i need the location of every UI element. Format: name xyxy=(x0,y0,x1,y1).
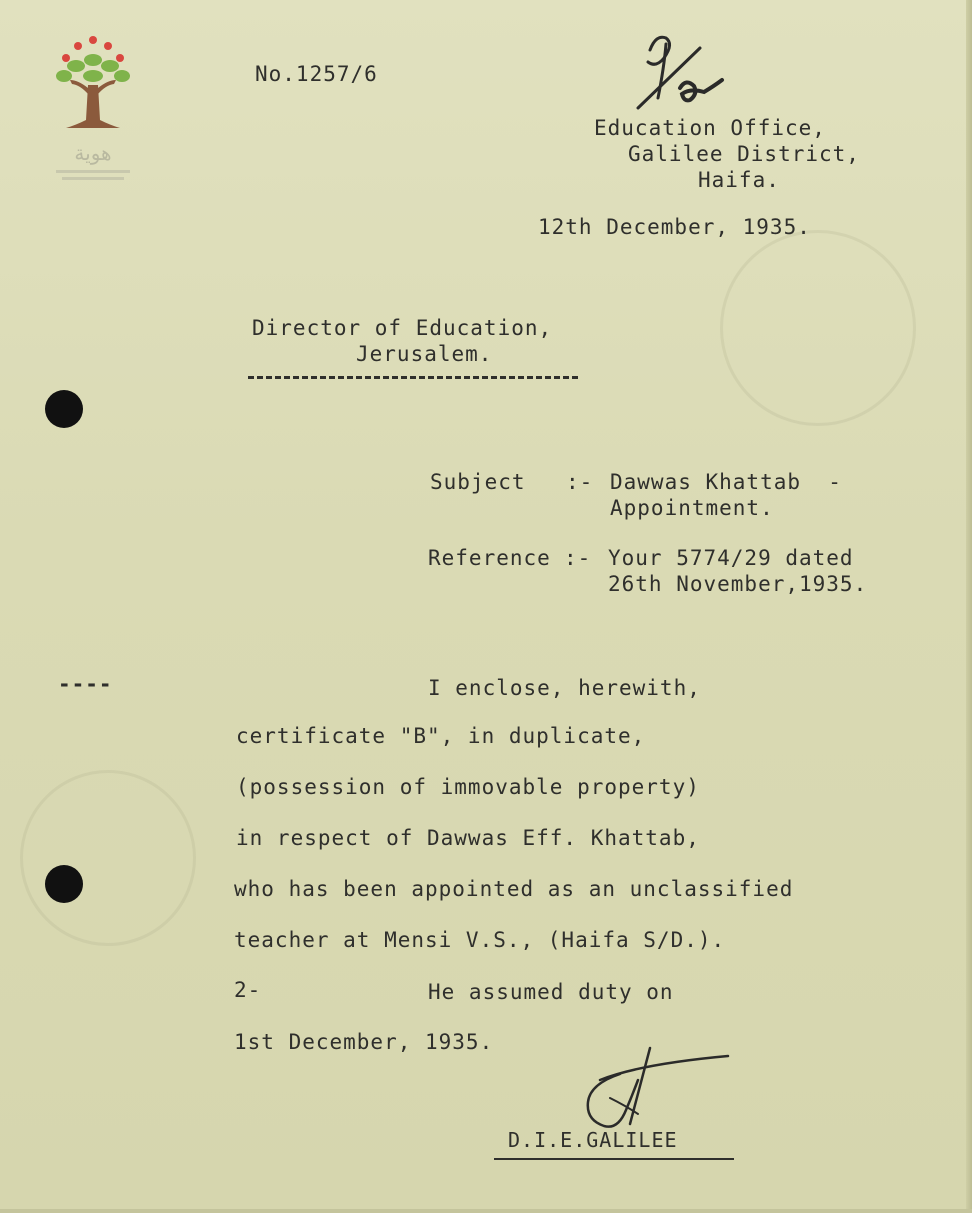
letter-date: 12th December, 1935. xyxy=(538,215,811,239)
bleed-through-stamp xyxy=(720,230,916,426)
paragraph-2-line-1: He assumed duty on xyxy=(428,980,674,1004)
margin-dashes: ---- xyxy=(58,672,113,696)
body-line: teacher at Mensi V.S., (Haifa S/D.). xyxy=(234,928,726,952)
punch-hole xyxy=(45,390,83,428)
subject-line-1: Dawwas Khattab - xyxy=(610,470,842,494)
punch-hole xyxy=(45,865,83,903)
recipient-underline xyxy=(248,376,578,379)
body-line: (possession of immovable property) xyxy=(236,775,700,799)
page-edge-bottom xyxy=(0,1209,972,1213)
logo-text: هوية xyxy=(74,141,112,165)
sender-line-3: Haifa. xyxy=(698,168,780,192)
subject-label: Subject xyxy=(430,470,526,494)
sender-line-2: Galilee District, xyxy=(628,142,860,166)
paragraph-number: 2- xyxy=(234,978,262,1002)
page-edge-right xyxy=(966,0,972,1213)
sender-line-1: Education Office, xyxy=(594,116,826,140)
handwritten-signature-icon xyxy=(580,1040,740,1140)
recipient-line-2: Jerusalem. xyxy=(356,342,493,366)
reference-number: No.1257/6 xyxy=(255,62,378,86)
signature-underline xyxy=(494,1158,734,1160)
reference-line-2: 26th November,1935. xyxy=(608,572,868,596)
body-line: who has been appointed as an unclassified xyxy=(234,877,794,901)
recipient-line-1: Director of Education, xyxy=(252,316,553,340)
archive-logo-icon xyxy=(48,30,138,190)
body-line: I enclose, herewith, xyxy=(428,676,701,700)
subject-separator: :- xyxy=(566,470,594,494)
signature-title: D.I.E.GALILEE xyxy=(508,1128,678,1152)
handwritten-folio-mark-icon xyxy=(628,28,738,118)
bleed-through-stamp xyxy=(20,770,196,946)
reference-label: Reference xyxy=(428,546,551,570)
body-line: in respect of Dawwas Eff. Khattab, xyxy=(236,826,700,850)
subject-line-2: Appointment. xyxy=(610,496,774,520)
paragraph-2-line-2: 1st December, 1935. xyxy=(234,1030,494,1054)
reference-separator: :- xyxy=(564,546,592,570)
reference-line-1: Your 5774/29 dated xyxy=(608,546,854,570)
body-line: certificate "B", in duplicate, xyxy=(236,724,646,748)
